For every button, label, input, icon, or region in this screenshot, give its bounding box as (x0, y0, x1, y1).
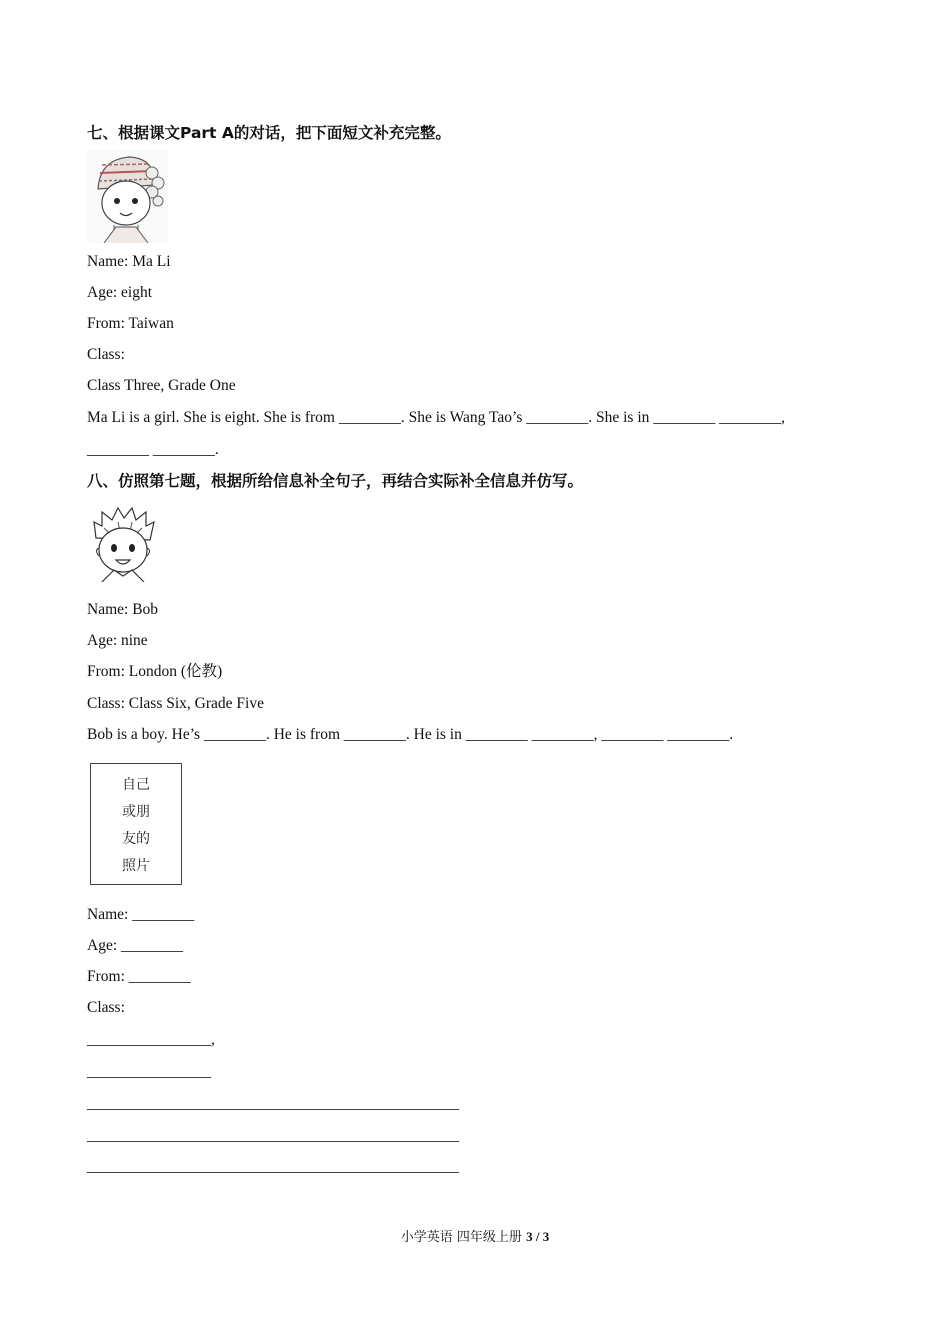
section-8-heading: 八、仿照第七题，根据所给信息补全句子，再结合实际补全信息并仿写。 (87, 472, 584, 490)
boy-bob-illustration (88, 504, 158, 582)
writing-line-3: ________________________________________________ (87, 1158, 459, 1175)
self-name-blank: Name: ________ (87, 906, 195, 923)
bob-passage: Bob is a boy. He’s ________. He is from ________. He is in ________ ________, ________ ________. (87, 726, 734, 743)
footer-text: 小学英语 四年级上册 (400, 1230, 522, 1245)
page-number: 3 / 3 (526, 1229, 550, 1244)
ma-li-class-label: Class: (87, 346, 125, 363)
self-class-blank-1: ________________, (87, 1031, 215, 1048)
self-from-blank: From: ________ (87, 968, 191, 985)
section-7-heading: 七、根据课文Part A的对话，把下面短文补充完整。 (87, 124, 451, 142)
photo-box-text-1: 自己 (122, 777, 150, 793)
writing-line-1: ________________________________________________ (87, 1095, 459, 1112)
photo-box-text-2: 或朋 (122, 804, 150, 820)
girl-ma-li-illustration (86, 151, 168, 243)
ma-li-passage-line-1: Ma Li is a girl. She is eight. She is from ________. She is Wang Tao’s ________. She is in ________ ________, (87, 409, 786, 426)
self-age-blank: Age: ________ (87, 937, 184, 954)
bob-class: Class: Class Six, Grade Five (87, 695, 264, 712)
ma-li-age: Age: eight (87, 284, 152, 301)
bob-name: Name: Bob (87, 601, 159, 618)
bob-from: From: London (伦教) (87, 663, 223, 680)
ma-li-passage-line-2: ________ ________. (87, 441, 219, 458)
self-class-blank-2: ________________ (87, 1063, 211, 1080)
photo-placeholder-box (90, 763, 182, 885)
ma-li-class-value: Class Three, Grade One (87, 377, 236, 394)
writing-line-2: ________________________________________________ (87, 1127, 459, 1144)
photo-box-text-3: 友的 (122, 831, 150, 847)
ma-li-from: From: Taiwan (87, 315, 174, 332)
photo-box-text-4: 照片 (122, 858, 150, 874)
bob-age: Age: nine (87, 632, 148, 649)
page-footer (0, 1226, 950, 1245)
ma-li-name: Name: Ma Li (87, 253, 171, 270)
self-class-label: Class: (87, 999, 125, 1016)
